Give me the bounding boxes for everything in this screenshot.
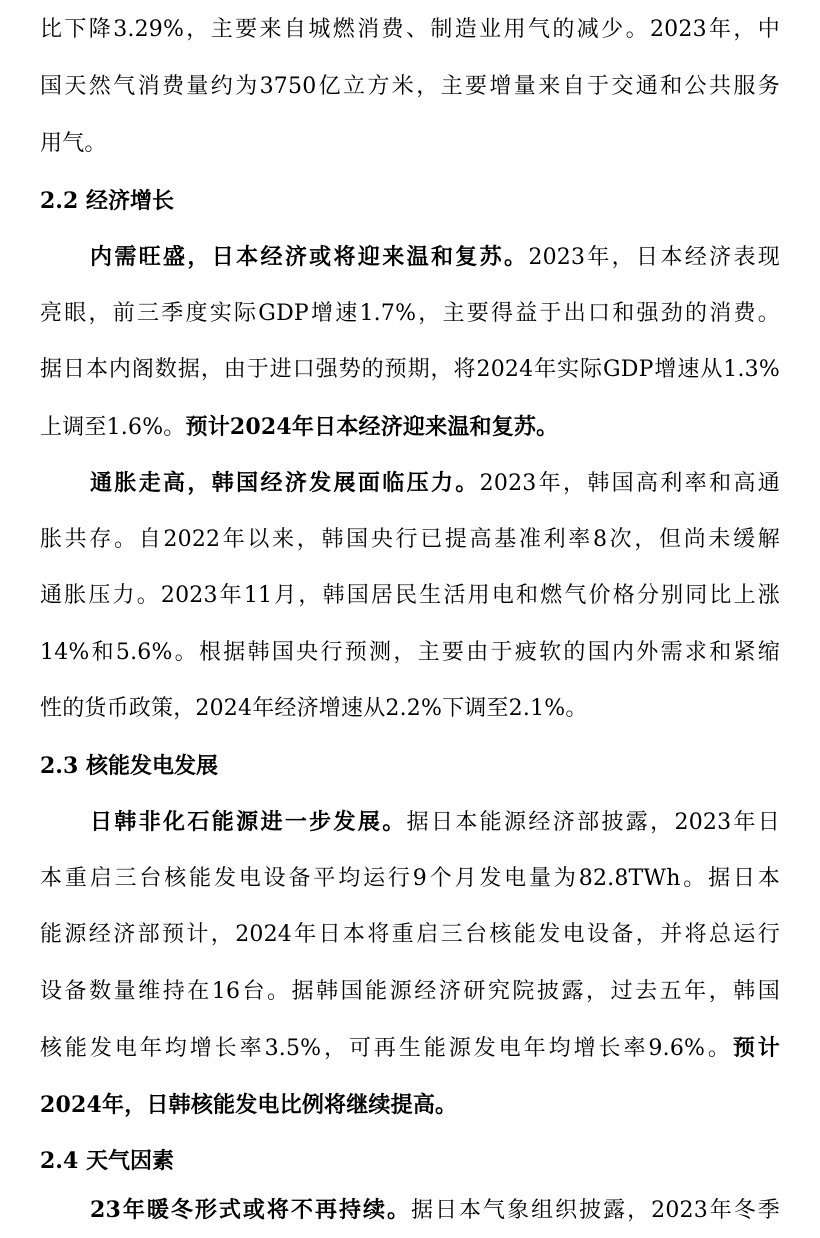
bold-lead: 日韩非化石能源进一步发展。 — [90, 809, 407, 835]
section-title: 核能发电发展 — [86, 753, 219, 779]
paragraph-line — [40, 859, 780, 899]
paragraph-line — [40, 407, 780, 447]
bold-conclusion: 预计2024年日本经济迎来温和复苏。 — [185, 414, 559, 440]
paragraph-line — [40, 915, 780, 955]
section-heading-2-2 — [40, 181, 174, 221]
text: 设备数量维持在16台。据韩国能源经济研究院披露，过去五年，韩国 — [40, 979, 780, 1004]
text: 用气。 — [40, 131, 107, 156]
text: 国天然气消费量约为3750亿立方米，主要增量来自于交通和公共服务 — [40, 74, 780, 99]
text: 比下降3.29%，主要来自城燃消费、制造业用气的减少。2023年，中 — [40, 17, 780, 42]
section-heading-2-4 — [40, 1141, 174, 1181]
paragraph-line — [40, 350, 780, 390]
text: 性的货币政策，2024年经济增速从2.2%下调至2.1%。 — [40, 696, 588, 721]
text: 据日本内阁数据，由于进口强势的预期，将2024年实际GDP增速从1.3% — [40, 357, 780, 382]
text: 14%和5.6%。根据韩国央行预测，主要由于疲软的国内外需求和紧缩 — [40, 640, 780, 665]
section-heading-2-3 — [40, 746, 218, 786]
text: 据日本气象组织披露，2023年冬季 — [411, 1198, 780, 1223]
paragraph-line — [90, 237, 780, 277]
text: 2023年，日本经济表现 — [528, 245, 780, 270]
text: 胀共存。自2022年以来，韩国央行已提高基准利率8次，但尚未缓解 — [40, 527, 780, 552]
paragraph-line — [40, 633, 780, 673]
text: 亮眼，前三季度实际GDP增速1.7%，主要得益于出口和强劲的消费。 — [40, 301, 780, 326]
paragraph-line — [40, 689, 780, 729]
section-title: 经济增长 — [86, 188, 175, 214]
text: 2023年，韩国高利率和高通 — [479, 471, 780, 496]
paragraph-line — [40, 520, 780, 560]
paragraph-line — [40, 294, 780, 334]
text: 本重启三台核能发电设备平均运行9个月发电量为82.8TWh。据日本 — [40, 866, 780, 891]
paragraph-line — [90, 802, 780, 842]
bold-conclusion: 预计 — [732, 1035, 780, 1061]
paragraph-line — [40, 1028, 780, 1068]
section-title: 天气因素 — [86, 1148, 175, 1174]
section-number: 2.3 — [40, 753, 79, 779]
paragraph-line — [90, 1190, 780, 1230]
bold-lead: 23年暖冬形式或将不再持续。 — [90, 1197, 412, 1223]
bold-lead: 内需旺盛，日本经济或将迎来温和复苏。 — [90, 244, 529, 270]
paragraph-line — [40, 10, 780, 50]
paragraph-line — [40, 124, 780, 164]
bold-lead: 通胀走高，韩国经济发展面临压力。 — [90, 470, 480, 496]
text: 核能发电年均增长率3.5%，可再生能源发电年均增长率9.6%。 — [40, 1036, 733, 1061]
paragraph-line — [40, 1085, 780, 1125]
paragraph-line — [40, 576, 780, 616]
text: 据日本能源经济部披露，2023年日 — [406, 810, 780, 835]
paragraph-line — [40, 972, 780, 1012]
bold-conclusion: 2024年，日韩核能发电比例将继续提高。 — [40, 1092, 458, 1118]
paragraph-line — [40, 67, 780, 107]
text: 能源经济部预计，2024年日本将重启三台核能发电设备，并将总运行 — [40, 922, 780, 947]
paragraph-line — [90, 463, 780, 503]
section-number: 2.4 — [40, 1148, 79, 1174]
text: 通胀压力。2023年11月，韩国居民生活用电和燃气价格分别同比上涨 — [40, 583, 780, 608]
text: 上调至1.6%。 — [40, 415, 186, 440]
section-number: 2.2 — [40, 188, 79, 214]
